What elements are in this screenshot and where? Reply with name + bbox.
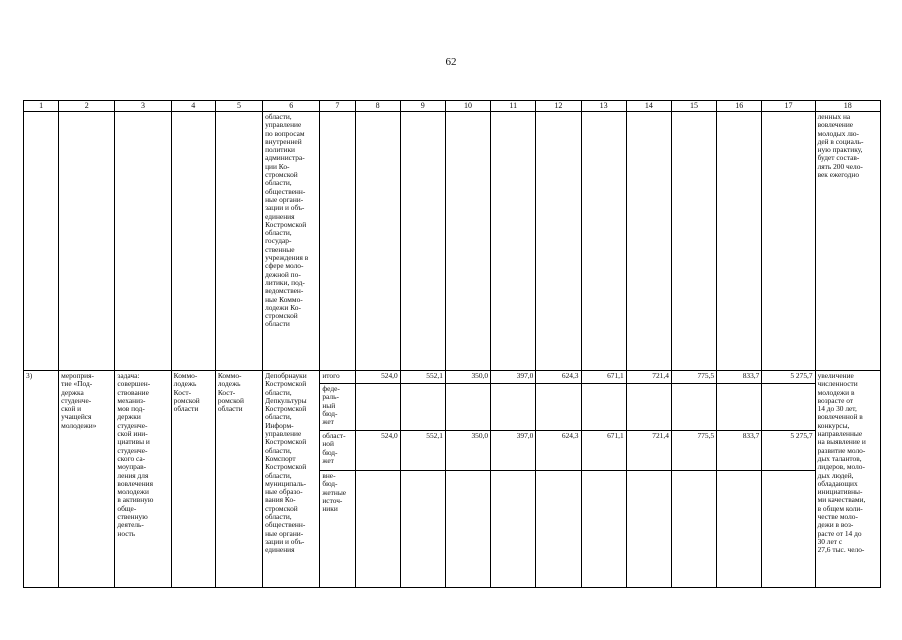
value-cell [626,471,671,588]
col-header: 15 [671,101,716,112]
value-cell: 671,1 [581,431,626,471]
value-cell: 775,5 [671,431,716,471]
table-row-continued [24,112,881,371]
value-cell: 397,0 [491,431,536,471]
value-cell [491,471,536,588]
col-header: 6 [263,101,320,112]
value-cell [762,471,815,588]
value-cell: 775,5 [671,371,716,384]
col-header: 5 [215,101,262,112]
col-header: 16 [717,101,762,112]
col-header: 8 [355,101,400,112]
value-cell [717,471,762,588]
col-header: 7 [320,101,355,112]
value-cell [355,471,400,588]
value-cell [581,471,626,588]
value-cell: 397,0 [491,371,536,384]
value-cell: 671,1 [581,371,626,384]
source-label: феде- раль- ный бюд- жет [320,384,355,431]
source-label: област- ной бюд- жет [320,431,355,471]
executors-cell: области, управление по вопросам внутренней политики администра- ции Ко- стромской области, общественн- ные органи- зации и объ- единения Костромской области, государ- ственные учреждения в сфере моло- дежной по- литики, под- ведомствен- ные Коммо- лодежи Ко- стромской области [263,112,320,371]
value-cell: 552,1 [400,431,445,471]
value-cell: 5 275,7 [762,371,815,384]
executors-cell: Депобрнауки Костромской области, Депкультуры Костромской области, Информ- управление Костромской области, Комспорт Костромской области, муниципаль- ные образо- вания Ко- стромской области, общественн- ные органи- зации и объ- единения [263,371,320,588]
col-header: 1 [24,101,59,112]
value-cell [400,384,445,431]
result-cell: увеличение численности молодежи в возрасте от 14 до 30 лет, вовлеченной в конкурсы, направленные на выявление и развитие моло- дых талантов, лидеров, моло- дых людей, обладающих инициативны- ми качествами, в общем коли- честве моло- дежи в воз- расте от 14 до 30 лет с 27,6 тыс. чело- [815,371,880,588]
value-cell [626,384,671,431]
value-cell: 350,0 [445,371,490,384]
source-label: вне- бюд- жетные источ- ники [320,471,355,588]
event-name-cell: мероприя- тие «Под- держка студенче- ской и учащейся молодежи» [59,371,115,588]
value-cell [717,384,762,431]
page-number: 62 [445,56,457,68]
value-cell: 721,4 [626,371,671,384]
col-header: 3 [115,101,171,112]
value-cell [355,384,400,431]
responsible-cell: Коммо- лодежь Кост- ромской области [171,371,215,588]
value-cell [445,384,490,431]
value-cell [491,384,536,431]
value-cell: 624,3 [536,431,581,471]
value-cell [536,471,581,588]
col-header: 14 [626,101,671,112]
col-header: 12 [536,101,581,112]
col-header: 11 [491,101,536,112]
table-row [24,371,881,384]
col-header: 4 [171,101,215,112]
value-cell: 350,0 [445,431,490,471]
program-table [23,100,881,588]
col-header: 9 [400,101,445,112]
header-row [24,101,881,112]
value-cell: 552,1 [400,371,445,384]
value-cell [445,471,490,588]
value-cell [671,384,716,431]
coexecutor-cell: Коммо- лодежь Кост- ромской области [215,371,262,588]
col-header: 10 [445,101,490,112]
value-cell: 524,0 [355,371,400,384]
value-cell [671,471,716,588]
value-cell [400,471,445,588]
result-cell: ленных на вовлечение молодых лю- дей в социаль- ную практику, будет состав- лять 200 чело- век ежегодно [815,112,880,371]
value-cell [536,384,581,431]
value-cell [762,384,815,431]
value-cell: 833,7 [717,371,762,384]
value-cell: 721,4 [626,431,671,471]
col-header: 17 [762,101,815,112]
value-cell [581,384,626,431]
value-cell: 5 275,7 [762,431,815,471]
value-cell: 524,0 [355,431,400,471]
source-label: итого [320,371,355,384]
item-number: 3) [24,371,59,588]
col-header: 2 [59,101,115,112]
col-header: 18 [815,101,880,112]
task-cell: задача: совершен- ствование механиз- мов под- держки студенче- ской ини- циативы и студенче- ского са- моуправ- ления для вовлечения молодежи в активную обще- ственную деятель- ность [115,371,171,588]
col-header: 13 [581,101,626,112]
value-cell: 833,7 [717,431,762,471]
value-cell: 624,3 [536,371,581,384]
